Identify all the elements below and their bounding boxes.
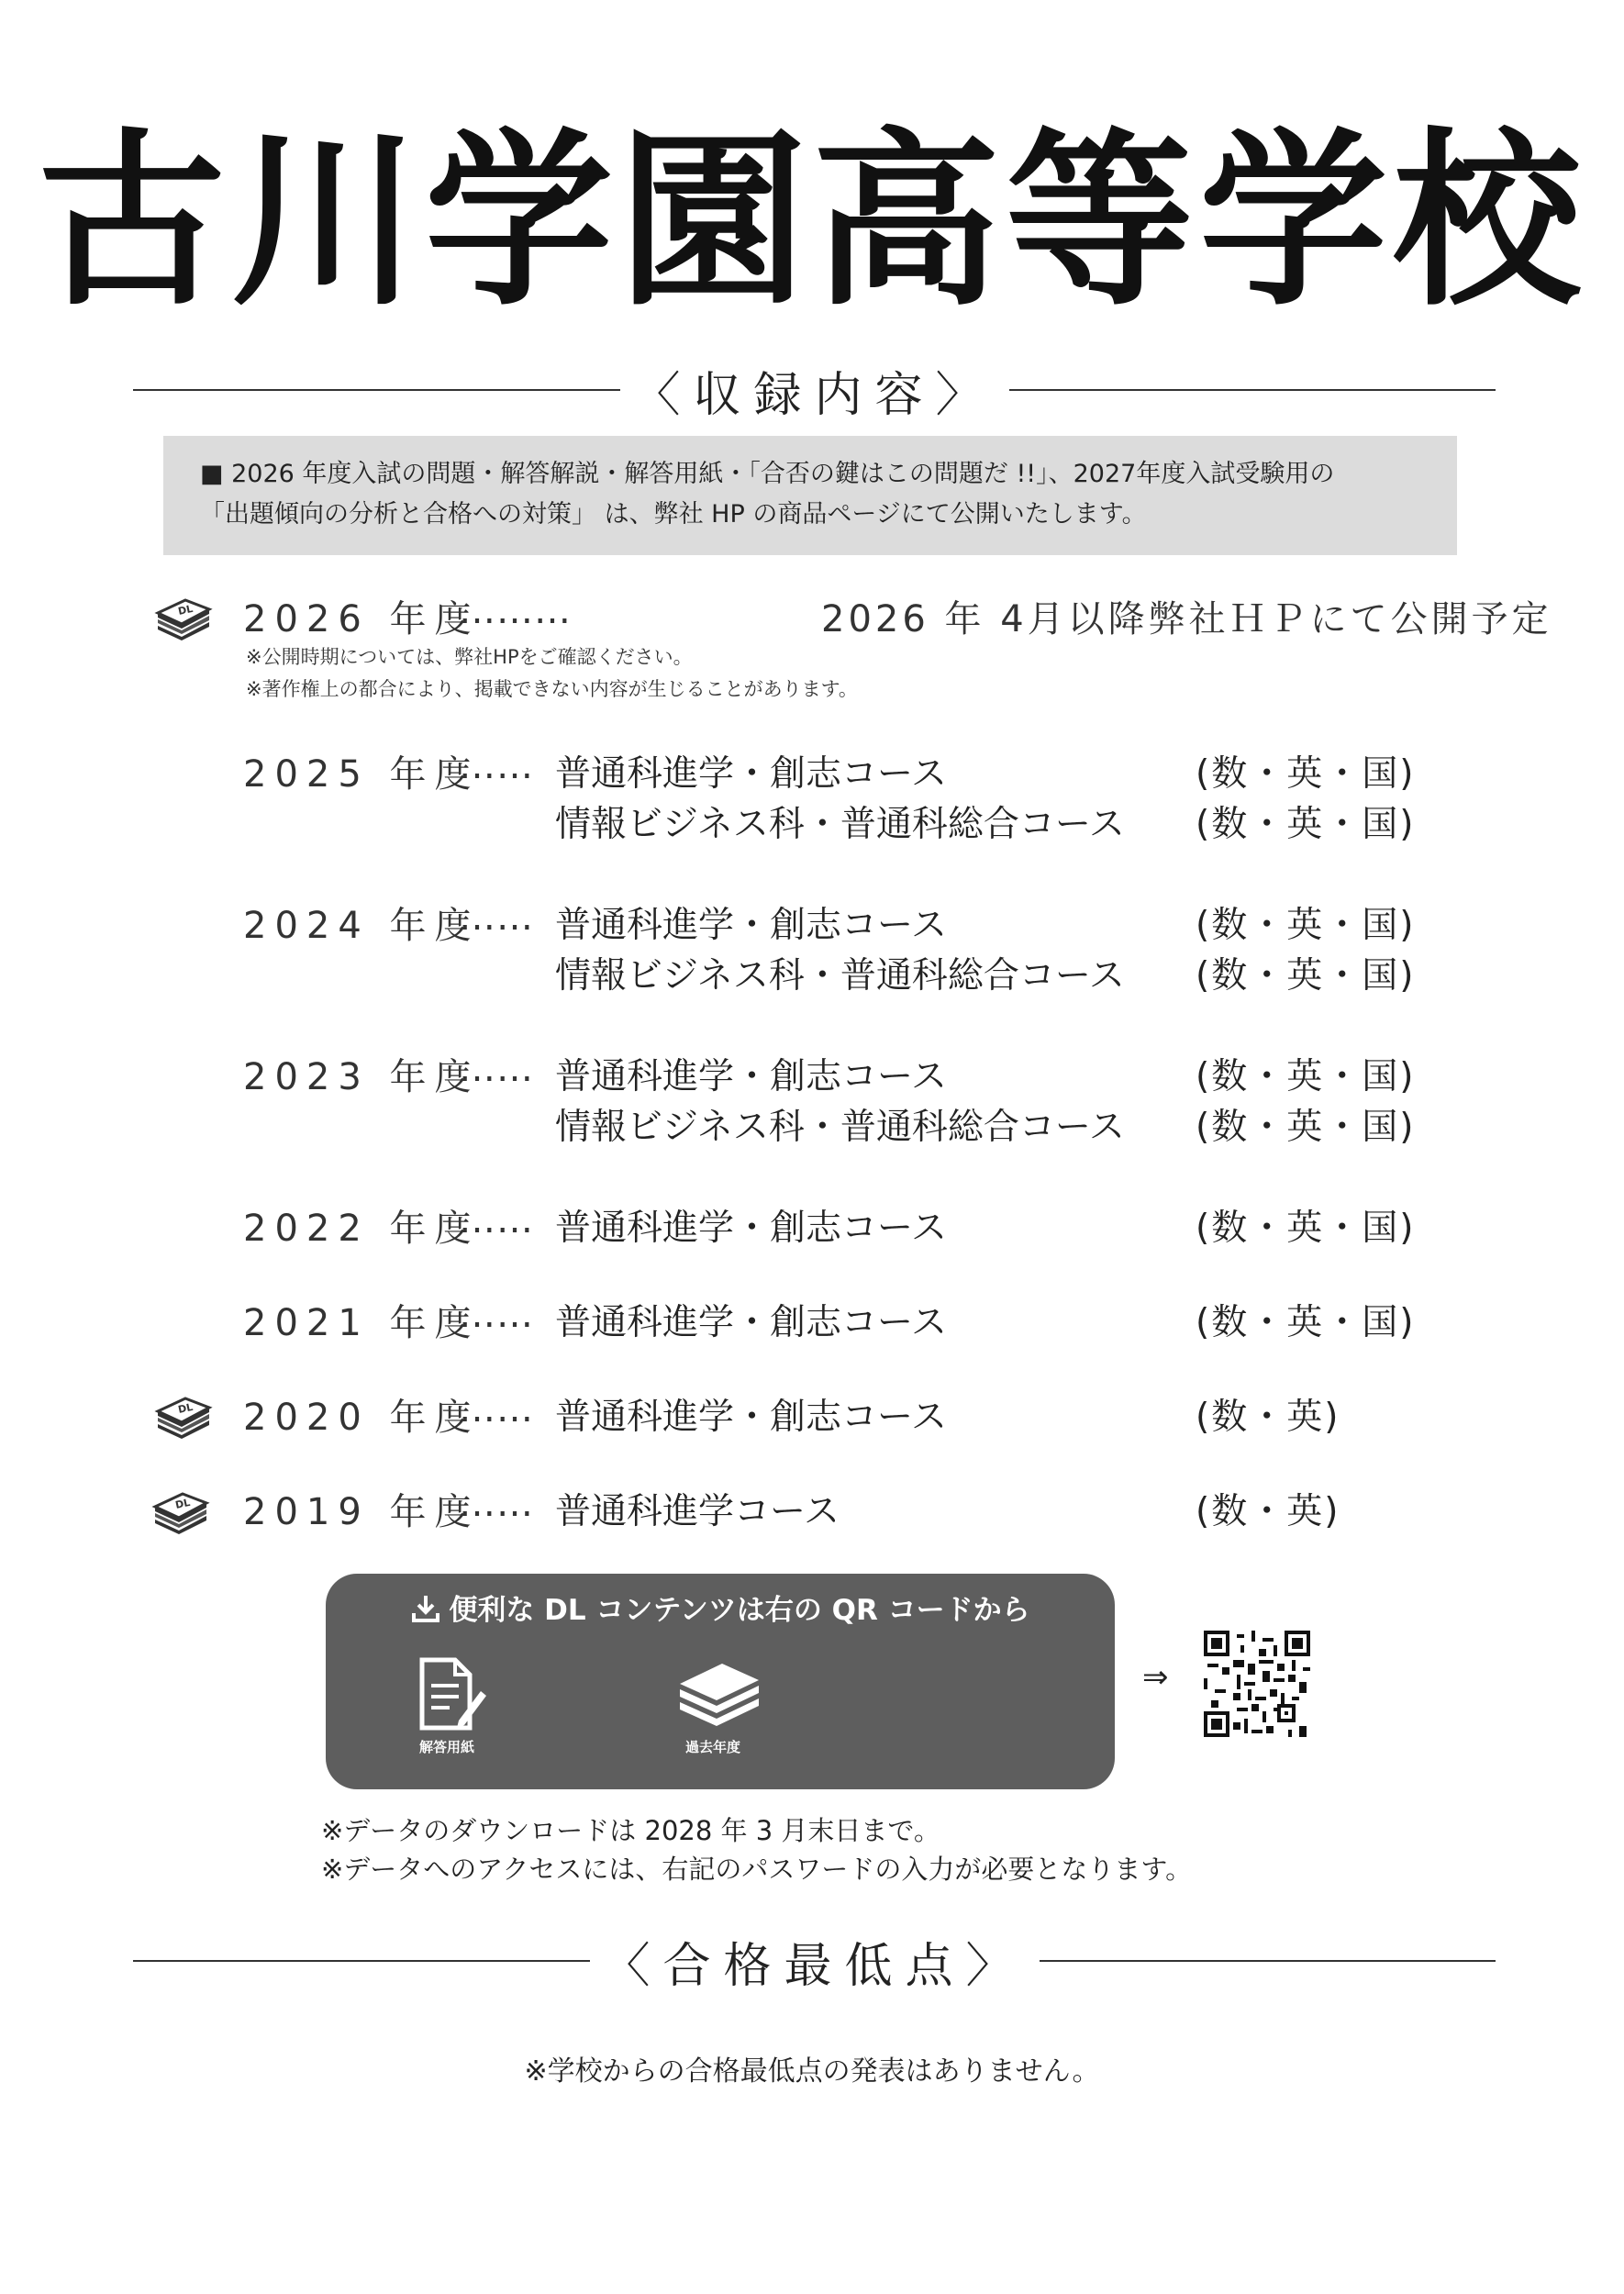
year-label: 2020 年度 [243, 1397, 480, 1439]
year-label: 2024 年度 [243, 905, 480, 947]
section-heading-label: 〈合格最低点〉 [602, 1938, 1027, 1994]
course-name: 普通科進学・創志コース [555, 753, 948, 795]
year-label: 2021 年度 [243, 1302, 480, 1344]
course-name: 普通科進学・創志コース [555, 1397, 948, 1438]
past-years-book-icon[interactable] [674, 1656, 762, 1732]
course-name: 情報ビジネス科・普通科総合コース [555, 804, 1125, 845]
course-name: 情報ビジネス科・普通科総合コース [555, 955, 1125, 997]
section-heading-minimum-score [133, 1924, 1496, 1998]
publication-note-1: ※公開時期については、弊社HPをご確認ください。 [246, 646, 693, 668]
year-label: 2022 年度 [243, 1208, 480, 1250]
notice-line-2: 「出題傾向の分析と合格への対策」 は、弊社 HP の商品ページにて公開いたします。 [200, 500, 1147, 529]
dl-panel-title: 便利な DL コンテンツは右の QR コードから [449, 1594, 1030, 1627]
leader-dots: ……… [459, 590, 572, 632]
subjects: (数・英・国) [1196, 1056, 1416, 1097]
course-name: 情報ビジネス科・普通科総合コース [555, 1107, 1125, 1148]
year-label: 2019 年度 [243, 1491, 480, 1533]
download-deadline-note: ※データのダウンロードは 2028 年 3 月末日まで。 [321, 1815, 940, 1846]
arrow-to-qr: ⇒ [1142, 1659, 1169, 1696]
subjects: (数・英・国) [1196, 1302, 1416, 1343]
book-stack-dl-icon [154, 1393, 213, 1439]
subjects: (数・英) [1196, 1491, 1340, 1532]
book-stack-dl-icon [154, 595, 213, 640]
publication-schedule: 2026 年 4月以降弊社ＨＰにて公開予定 [821, 598, 1552, 640]
subjects: (数・英) [1196, 1397, 1340, 1438]
leader-dots: …… [459, 1048, 534, 1090]
minimum-score-note: ※学校からの合格最低点の発表はありません。 [524, 2055, 1100, 2088]
book-stack-dl-icon [151, 1488, 210, 1534]
qr-code[interactable] [1204, 1631, 1310, 1737]
year-label: 2023 年度 [243, 1056, 480, 1098]
subjects: (数・英・国) [1196, 955, 1416, 997]
leader-dots: …… [459, 1199, 534, 1242]
year-label: 2025 年度 [243, 753, 480, 796]
page-title: 古川学園高等学校 [38, 113, 1586, 331]
dl-content-panel [326, 1574, 1115, 1789]
leader-dots: …… [459, 1483, 534, 1525]
subjects: (数・英・国) [1196, 1107, 1416, 1148]
subjects: (数・英・国) [1196, 804, 1416, 845]
download-icon [410, 1593, 441, 1624]
leader-dots: …… [459, 896, 534, 939]
heading-rule-left [133, 389, 620, 391]
answer-sheet-icon[interactable] [413, 1656, 486, 1732]
leader-dots: …… [459, 1294, 534, 1336]
course-name: 普通科進学・創志コース [555, 1302, 948, 1343]
past-years-label: 過去年度 [685, 1739, 741, 1755]
publication-note-2: ※著作権上の都合により、掲載できない内容が生じることがあります。 [246, 678, 858, 700]
leader-dots: …… [459, 1388, 534, 1431]
subjects: (数・英・国) [1196, 753, 1416, 795]
dl-panel-title-row [326, 1587, 1115, 1628]
course-name: 普通科進学・創志コース [555, 1056, 948, 1097]
section-heading-label: 〈収録内容〉 [632, 367, 996, 423]
subjects: (数・英・国) [1196, 1208, 1416, 1249]
course-name: 普通科進学コース [555, 1491, 840, 1532]
heading-rule-right [1040, 1960, 1496, 1962]
course-name: 普通科進学・創志コース [555, 1208, 948, 1249]
section-heading-contents [133, 353, 1496, 427]
publication-notice [163, 436, 1457, 555]
answer-sheet-label: 解答用紙 [419, 1739, 475, 1755]
leader-dots: …… [459, 745, 534, 787]
course-name: 普通科進学・創志コース [555, 905, 948, 946]
year-label: 2026 年度 [243, 598, 480, 640]
subjects: (数・英・国) [1196, 905, 1416, 946]
heading-rule-left [133, 1960, 590, 1962]
heading-rule-right [1009, 389, 1496, 391]
notice-line-1: ■ 2026 年度入試の問題・解答解説・解答用紙・「合否の鍵はこの問題だ !!」、2027年度入試受験用の [200, 460, 1335, 488]
password-note: ※データへのアクセスには、右記のパスワードの入力が必要となります。 [321, 1854, 1193, 1885]
